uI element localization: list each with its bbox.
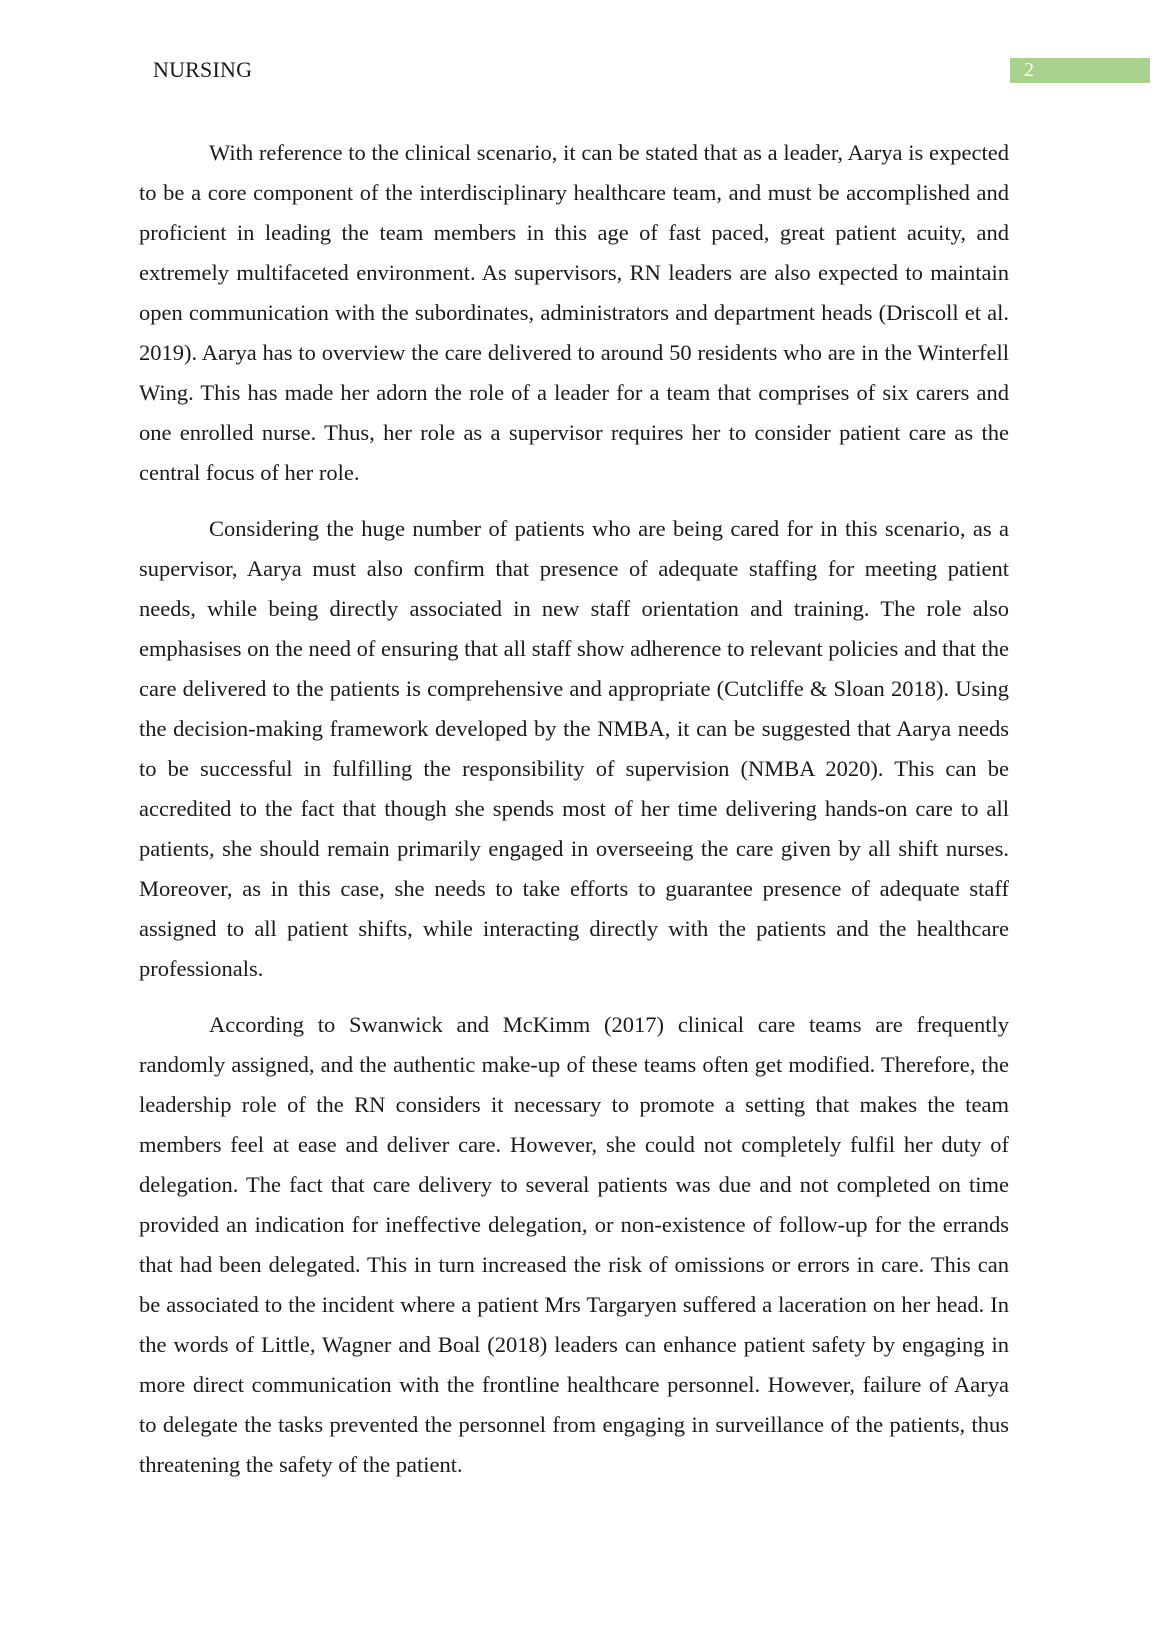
paragraph-1: With reference to the clinical scenario, it can be stated that as a leader, Aarya is expected to be a core component of the interdisciplinary healthcare team, and must be accomplished and proficient in leading the team members in this age of fast paced, great patient acuity, and extremely multifaceted environment. As supervisors, RN leaders are also expected to maintain open communication with the subordinates, administrators and department heads (Driscoll et al. 2019). Aarya has to overview the care delivered to around 50 residents who are in the Winterfell Wing. This has made her adorn the role of a leader for a team that comprises of six carers and one enrolled nurse. Thus, her role as a supervisor requires her to consider patient care as the central focus of her role.	[139, 140, 1009, 485]
page-number: 2	[1010, 58, 1150, 83]
document-body	[139, 133, 1009, 1501]
paragraph-2: Considering the huge number of patients who are being cared for in this scenario, as a supervisor, Aarya must also confirm that presence of adequate staffing for meeting patient needs, while being directly associated in new staff orientation and training. The role also emphasises on the need of ensuring that all staff show adherence to relevant policies and that the care delivered to the patients is comprehensive and appropriate (Cutcliffe & Sloan 2018). Using the decision-making framework developed by the NMBA, it can be suggested that Aarya needs to be successful in fulfilling the responsibility of supervision (NMBA 2020). This can be accredited to the fact that though she spends most of her time delivering hands-on care to all patients, she should remain primarily engaged in overseeing the care given by all shift nurses. Moreover, as in this case, she needs to take efforts to guarantee presence of adequate staff assigned to all patient shifts, while interacting directly with the patients and the healthcare professionals.	[139, 516, 1009, 981]
paragraph-3: According to Swanwick and McKimm (2017) clinical care teams are frequently randomly assigned, and the authentic make-up of these teams often get modified. Therefore, the leadership role of the RN considers it necessary to promote a setting that makes the team members feel at ease and deliver care. However, she could not completely fulfil her duty of delegation. The fact that care delivery to several patients was due and not completed on time provided an indication for ineffective delegation, or non-existence of follow-up for the errands that had been delegated. This in turn increased the risk of omissions or errors in care. This can be associated to the incident where a patient Mrs Targaryen suffered a laceration on her head. In the words of Little, Wagner and Boal (2018) leaders can enhance patient safety by engaging in more direct communication with the frontline healthcare personnel. However, failure of Aarya to delegate the tasks prevented the personnel from engaging in surveillance of the patients, thus threatening the safety of the patient.	[139, 1012, 1009, 1477]
running-header-title: NURSING	[153, 57, 253, 82]
